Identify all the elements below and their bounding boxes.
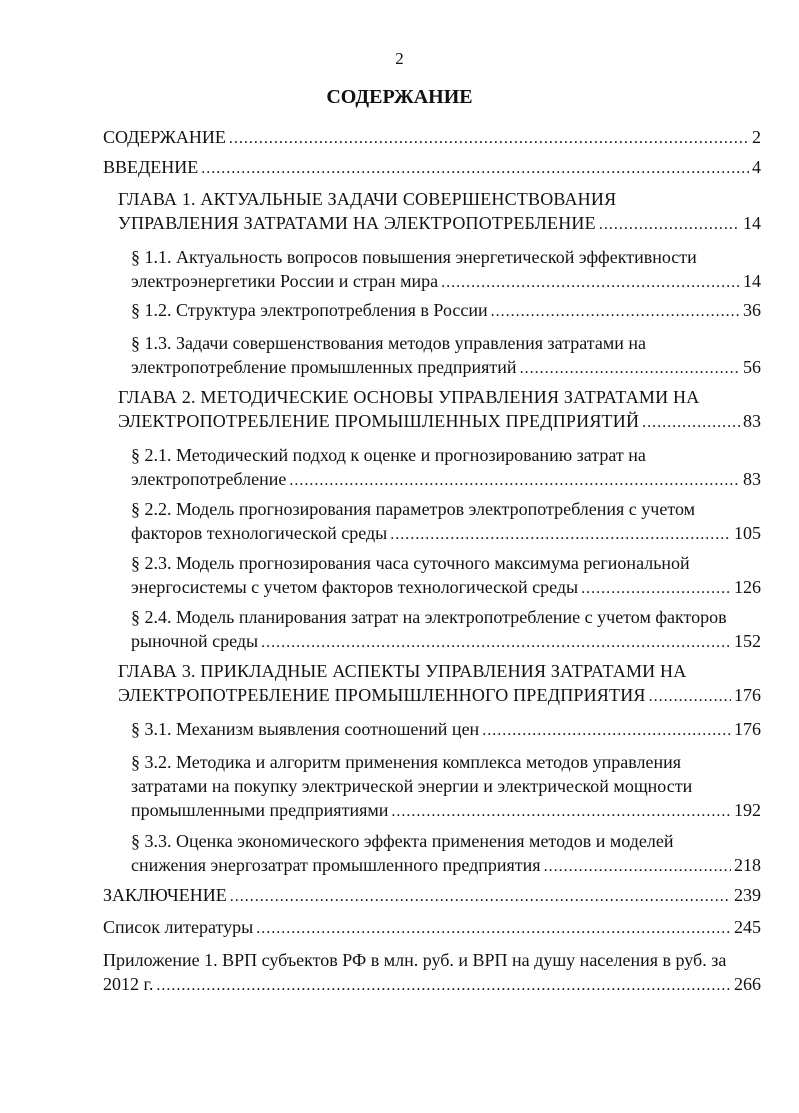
dot-leader — [491, 300, 740, 324]
toc-page-number: 14 — [743, 213, 761, 233]
toc-entry-section-2-3[interactable] — [131, 551, 761, 599]
dot-leader — [201, 157, 749, 181]
toc-entry-title-continued: электропотребление — [131, 469, 287, 489]
toc-entry-title: § 2.1. Методический подход к оценке и прогнозированию затрат на — [131, 445, 646, 465]
toc-entry-title: § 1.3. Задачи совершенствования методов управления затратами на — [131, 333, 647, 353]
dot-leader — [289, 469, 740, 493]
toc-entry-title-continued: энергосистемы с учетом факторов технологической среды — [131, 577, 579, 597]
toc-entry-chapter-1[interactable] — [118, 187, 761, 235]
toc-entry-title: § 1.2. Структура электропотребления в России — [131, 300, 488, 320]
toc-page-number: 192 — [734, 800, 761, 820]
toc-entry-chapter-3[interactable] — [118, 659, 761, 707]
dot-leader — [642, 411, 740, 435]
toc-page-number: 245 — [734, 917, 761, 937]
toc-entry-title-continued: промышленными предприятиями — [131, 800, 389, 820]
toc-entry-section-2-2[interactable] — [131, 497, 761, 545]
toc-entry-title: ВВЕДЕНИЕ — [103, 157, 199, 177]
toc-entry-title: ГЛАВА 1. АКТУАЛЬНЫЕ ЗАДАЧИ СОВЕРШЕНСТВОВАНИЯ — [118, 189, 617, 209]
dot-leader — [261, 631, 731, 655]
toc-page-number: 266 — [734, 974, 761, 994]
toc-page-number: 2 — [752, 127, 761, 147]
toc-entry-title-continued: ЭЛЕКТРОПОТРЕБЛЕНИЕ ПРОМЫШЛЕННОГО ПРЕДПРИЯТИЯ — [118, 685, 646, 705]
dot-leader — [256, 917, 731, 941]
toc-entry-title: § 3.1. Механизм выявления соотношений цен — [131, 719, 480, 739]
dot-leader — [544, 855, 731, 879]
toc-entry-section-3-3[interactable] — [131, 829, 761, 877]
toc-entry-title: § 3.3. Оценка экономического эффекта применения методов и моделей — [131, 831, 674, 851]
toc-page-number: 239 — [734, 885, 761, 905]
dot-leader — [441, 271, 740, 295]
toc-page-number: 83 — [743, 411, 761, 431]
toc-entry-introduction[interactable] — [103, 155, 761, 179]
dot-leader — [599, 213, 740, 237]
toc-entry-section-2-1[interactable] — [131, 443, 761, 491]
toc-page-number: 176 — [734, 685, 761, 705]
toc-page-number: 4 — [752, 157, 761, 177]
toc-page-number: 14 — [743, 271, 761, 291]
toc-entry-title-continued: УПРАВЛЕНИЯ ЗАТРАТАМИ НА ЭЛЕКТРОПОТРЕБЛЕНИЕ — [118, 213, 596, 233]
toc-entry-chapter-2[interactable] — [118, 385, 761, 433]
toc-entry-title: § 2.3. Модель прогнозирования часа суточного максимума региональной — [131, 553, 690, 573]
toc-entry-title-continued: факторов технологической среды — [131, 523, 388, 543]
toc-entry-appendix-1[interactable] — [103, 948, 761, 996]
toc-entry-title: Список литературы — [103, 917, 254, 937]
toc-entry-title-continued: рыночной среды — [131, 631, 259, 651]
dot-leader — [229, 127, 749, 151]
dot-leader — [390, 523, 731, 547]
dot-leader — [520, 357, 740, 381]
dot-leader — [649, 685, 731, 709]
toc-page-number: 83 — [743, 469, 761, 489]
toc-entry-section-1-1[interactable] — [131, 245, 761, 293]
toc-page-number: 56 — [743, 357, 761, 377]
page-number: 2 — [395, 49, 404, 68]
toc-entry-section-2-4[interactable] — [131, 605, 761, 653]
dot-leader — [230, 885, 731, 909]
toc-entry-title-continued: электроэнергетики России и стран мира — [131, 271, 439, 291]
dot-leader — [482, 719, 731, 743]
toc-page-number: 36 — [743, 300, 761, 320]
toc-entry-title-continued: снижения энергозатрат промышленного предприятия — [131, 855, 541, 875]
toc-entry-title: § 2.2. Модель прогнозирования параметров электропотребления с учетом — [131, 499, 696, 519]
toc-entry-title: ЗАКЛЮЧЕНИЕ — [103, 885, 227, 905]
toc-entry-conclusion[interactable] — [103, 883, 761, 907]
toc-entry-title-continued: затратами на покупку электрической энергии и электрической мощности — [131, 776, 693, 796]
toc-entry-title: § 1.1. Актуальность вопросов повышения энергетической эффективности — [131, 247, 697, 267]
toc-page-number: 176 — [734, 719, 761, 739]
dot-leader — [581, 577, 731, 601]
toc-entry-title: § 3.2. Методика и алгоритм применения комплекса методов управления — [131, 752, 682, 772]
toc-entry-title-continued: ЭЛЕКТРОПОТРЕБЛЕНИЕ ПРОМЫШЛЕННЫХ ПРЕДПРИЯТИЙ — [118, 411, 640, 431]
toc-entry-section-3-2[interactable] — [131, 750, 761, 822]
dot-leader — [156, 974, 731, 998]
toc-entry-title: СОДЕРЖАНИЕ — [103, 127, 226, 147]
toc-entry-section-1-3[interactable] — [131, 331, 761, 379]
toc-entry-title-continued: 2012 г. — [103, 974, 154, 994]
toc-entry-title-continued: электропотребление промышленных предприятий — [131, 357, 517, 377]
page-title: СОДЕРЖАНИЕ — [326, 86, 473, 108]
toc-entry-title: Приложение 1. ВРП субъектов РФ в млн. руб. и ВРП на душу населения в руб. за — [103, 950, 727, 970]
toc-entry-title: § 2.4. Модель планирования затрат на электропотребление с учетом факторов — [131, 607, 727, 627]
toc-page-number: 218 — [734, 855, 761, 875]
dot-leader — [391, 800, 731, 824]
toc-entry-references[interactable] — [103, 915, 761, 939]
toc-entry-title: ГЛАВА 2. МЕТОДИЧЕСКИЕ ОСНОВЫ УПРАВЛЕНИЯ ЗАТРАТАМИ НА — [118, 387, 700, 407]
toc-entry-section-1-2[interactable] — [131, 298, 761, 322]
toc-entry-contents[interactable] — [103, 125, 761, 149]
toc-entry-section-3-1[interactable] — [131, 717, 761, 741]
toc-page-number: 105 — [734, 523, 761, 543]
toc-page-number: 126 — [734, 577, 761, 597]
toc-page-number: 152 — [734, 631, 761, 651]
toc-entry-title: ГЛАВА 3. ПРИКЛАДНЫЕ АСПЕКТЫ УПРАВЛЕНИЯ ЗАТРАТАМИ НА — [118, 661, 687, 681]
